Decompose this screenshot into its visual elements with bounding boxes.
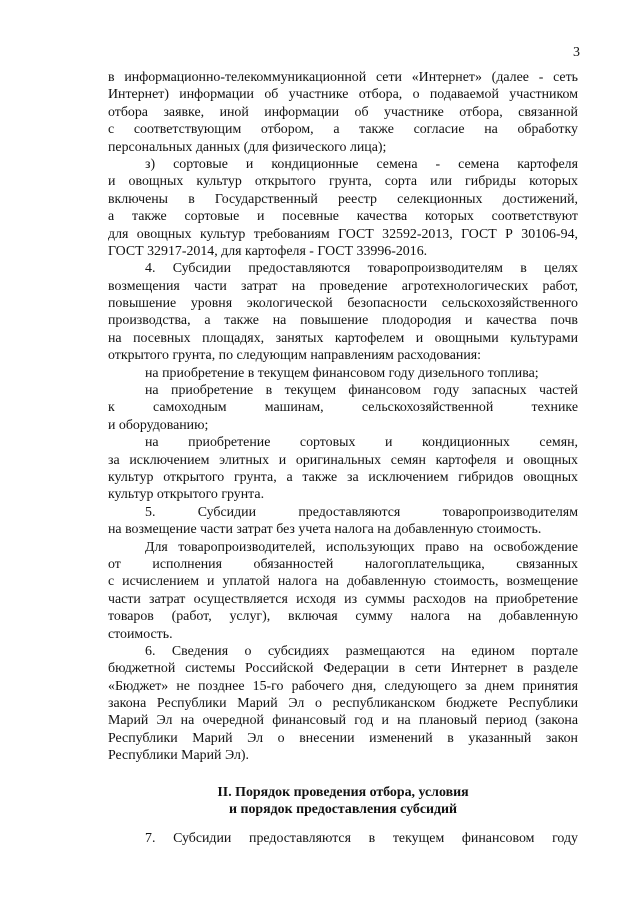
- text-line: «Бюджет» не позднее 15-го рабочего дня, следующего за днем принятия: [108, 678, 578, 694]
- spacer: [108, 765, 578, 784]
- text-line: Интернет) информации об участнике отбора, о подаваемой участником: [108, 87, 578, 103]
- text-line: Для товаропроизводителей, использующих право на освобождение: [145, 539, 578, 555]
- text-line: на приобретение в текущем финансовом году запасных частей: [145, 383, 578, 399]
- text-line: возмещения части затрат на проведение агротехнологических работ,: [108, 278, 578, 294]
- text-line: 7. Субсидии предоставляются в текущем финансовом году: [145, 831, 578, 847]
- section-heading-line: и порядок предоставления субсидий: [228, 802, 458, 818]
- text-line: культур открытого грунта.: [108, 487, 265, 503]
- text-line: включены в Государственный реестр селекционных достижений,: [108, 191, 578, 207]
- text-line: повышение уровня экологической безопасности сельскохозяйственного: [108, 296, 578, 312]
- text-line: на приобретение сортовых и кондиционных семян,: [145, 435, 578, 451]
- text-line: 6. Сведения о субсидиях размещаются на едином портале: [145, 643, 578, 659]
- text-line: на возмещение части затрат без учета налога на добавленную стоимость.: [108, 522, 542, 538]
- text-line: стоимость.: [108, 626, 173, 642]
- spacer: [108, 818, 578, 830]
- text-line: к самоходным машинам, сельскохозяйственной технике: [108, 400, 578, 416]
- text-line: а также сортовые и посевные качества которых соответствуют: [108, 209, 578, 225]
- text-line: Марий Эл на очередной финансовый год и на плановый период (закона: [108, 713, 578, 729]
- document-body: [108, 69, 578, 848]
- text-line: с исчислением и уплатой налога на добавленную стоимость, возмещение: [108, 574, 578, 590]
- text-line: закона Республики Марий Эл о республиканском бюджете Республики: [108, 696, 578, 712]
- text-line: 4. Субсидии предоставляются товаропроизводителям в целях: [145, 261, 578, 277]
- text-line: отбора заявке, иной информации об участнике отбора, связанной: [108, 104, 578, 120]
- text-line: за исключением элитных и оригинальных семян картофеля и овощных: [108, 452, 578, 468]
- text-line: для овощных культур требованиям ГОСТ 32592-2013, ГОСТ Р 30106-94,: [108, 226, 578, 242]
- text-line: с соответствующим отбором, а также согласие на обработку: [108, 122, 578, 138]
- text-line: Республики Марий Эл о внесении изменений в указанный закон: [108, 730, 578, 746]
- text-line: бюджетной системы Российской Федерации в сети Интернет в разделе: [108, 661, 578, 677]
- text-line: культур открытого грунта, а также за исключением гибридов овощных: [108, 469, 578, 485]
- text-line: и овощных культур открытого грунта, сорта или гибриды которых: [108, 174, 578, 190]
- text-line: и оборудованию;: [108, 417, 209, 433]
- text-line: ГОСТ 32917-2014, для картофеля - ГОСТ 33996-2016.: [108, 243, 428, 259]
- text-line: з) сортовые и кондиционные семена - семена картофеля: [145, 156, 578, 172]
- text-line: на приобретение в текущем финансовом году дизельного топлива;: [145, 365, 539, 381]
- text-line: части затрат осуществляется исходя из суммы расходов на приобретение: [108, 591, 578, 607]
- text-line: товаров (работ, услуг), включая сумму налога на добавленную: [108, 609, 578, 625]
- text-line: производства, а также на повышение плодородия и качества почв: [108, 313, 578, 329]
- page-number: 3: [573, 45, 580, 60]
- text-line: от исполнения обязанностей налогоплательщика, связанных: [108, 556, 578, 572]
- text-line: Республики Марий Эл).: [108, 748, 249, 764]
- section-heading-line: II. Порядок проведения отбора, условия: [217, 784, 469, 800]
- text-line: на посевных площадях, занятых картофелем и овощными культурами: [108, 330, 578, 346]
- text-line: открытого грунта, по следующим направлениям расходования:: [108, 348, 482, 364]
- text-line: персональных данных (для физического лица);: [108, 139, 387, 155]
- text-line: 5. Субсидии предоставляются товаропроизводителям: [145, 504, 578, 520]
- text-line: в информационно-телекоммуникационной сети «Интернет» (далее - сеть: [108, 70, 578, 85]
